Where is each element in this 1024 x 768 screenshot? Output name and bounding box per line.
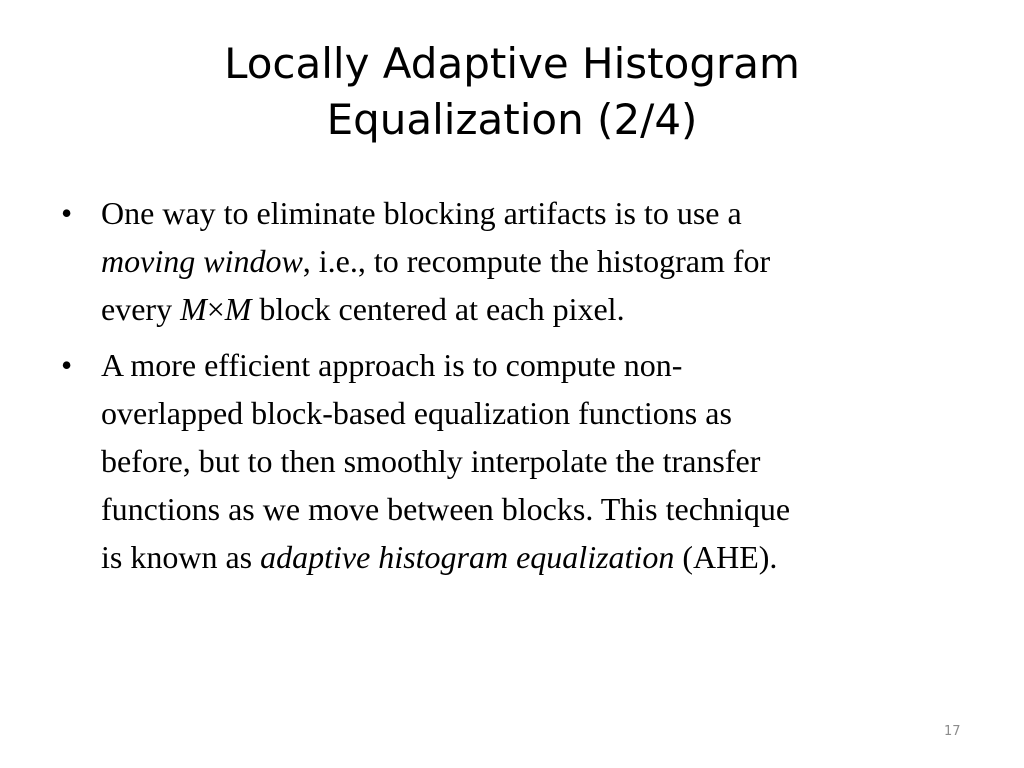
bullet-1-line-3 xyxy=(101,285,976,333)
slide-title xyxy=(60,36,964,148)
bullet-1-line-3-pre: every xyxy=(101,291,181,327)
page-number: 17 xyxy=(944,724,961,739)
bullet-1-line-2-rest: , i.e., to recompute the histogram for xyxy=(302,243,771,279)
bullet-2-line-5-post: (AHE). xyxy=(674,539,778,575)
bullet-2-line-5-pre: is known as xyxy=(101,539,261,575)
bullet-2-line-3: before, but to then smoothly interpolate the transfer xyxy=(101,443,761,479)
title-line-1: Locally Adaptive Histogram xyxy=(224,39,800,88)
math-m-1: M xyxy=(180,291,207,327)
bullet-1-line-2 xyxy=(101,237,976,285)
bullet-2-line-4: functions as we move between blocks. This technique xyxy=(101,491,791,527)
bullet-1-line-3-post: block centered at each pixel. xyxy=(251,291,625,327)
bullet-2-line-5 xyxy=(101,533,976,581)
term-ahe: adaptive histogram equalization xyxy=(260,539,675,575)
title-line-2: Equalization (2/4) xyxy=(326,95,698,144)
bullet-item-ahe xyxy=(56,341,976,581)
bullet-2-line-1: A more efficient approach is to compute non- xyxy=(101,347,683,383)
bullet-2-line-2: overlapped block-based equalization functions as xyxy=(101,395,732,431)
bullet-icon: • xyxy=(61,347,73,383)
bullet-1-line-1: One way to eliminate blocking artifacts is to use a xyxy=(101,195,742,231)
math-m-2: M xyxy=(224,291,252,327)
bullet-icon: • xyxy=(61,195,73,231)
bullet-item-moving-window xyxy=(56,189,976,333)
times-symbol: × xyxy=(206,291,225,327)
term-moving-window: moving window xyxy=(101,243,303,279)
bullet-list xyxy=(56,189,976,589)
